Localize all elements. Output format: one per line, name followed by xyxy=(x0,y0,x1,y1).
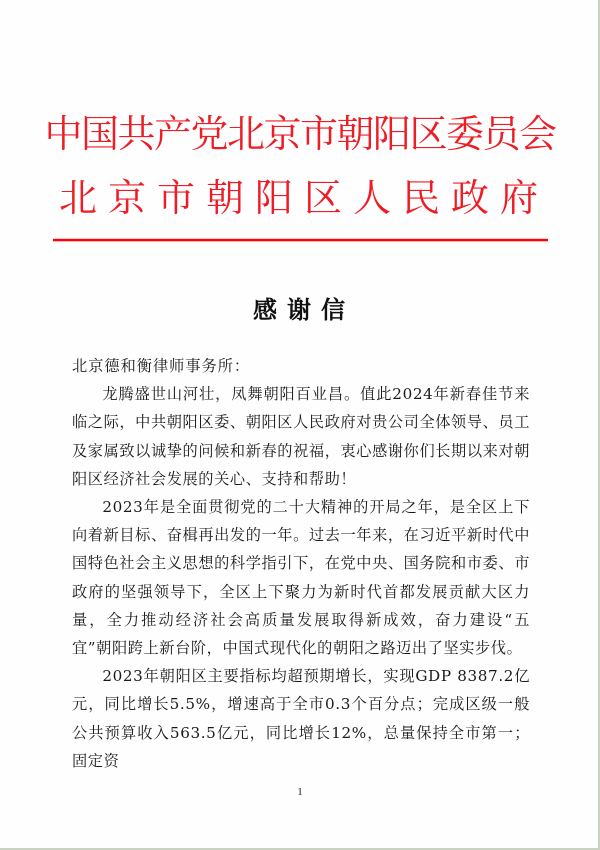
letter-body xyxy=(72,352,530,775)
page-number: 1 xyxy=(297,786,303,798)
issuer-district-government: 北京市朝阳区人民政府 xyxy=(58,176,549,220)
letter-paragraph: 龙腾盛世山河壮，凤舞朝阳百业昌。值此2024年新春佳节来临之际，中共朝阳区委、朝阳区人民政府对贵公司全体领导、员工及家属致以诚挚的问候和新春的祝福，衷心感谢你们长期以来对朝阳区经济社会发展的关心、支持和帮助！ xyxy=(72,385,530,488)
letter-paragraph: 2023年是全面贯彻党的二十大精神的开局之年，是全区上下向着新目标、奋楫再出发的一年。过去一年来，在习近平新时代中国特色社会主义思想的科学指引下，在党中央、国务院和市委、市政府的坚强领导下，全区上下聚力为新时代首都发展贡献大区力量，全力推动经济社会高质量发展取得新成效，奋力建设“五宜”朝阳跨上新台阶，中国式现代化的朝阳之路迈出了坚实步伐。 xyxy=(72,498,530,658)
issuer-party-committee: 中国共产党北京市朝阳区委员会 xyxy=(44,112,556,156)
letter-title: 感谢信 xyxy=(253,295,355,324)
letter-paragraph: 2023年朝阳区主要指标均超预期增长，实现GDP 8387.2亿元，同比增长5.5%，增速高于全市0.3个百分点；完成区级一般公共预算收入563.5亿元，同比增长12%，总量保持全市第一；固定资 xyxy=(72,667,530,770)
red-header-divider xyxy=(53,239,548,241)
letter-salutation: 北京德和衡律师事务所： xyxy=(72,357,251,375)
